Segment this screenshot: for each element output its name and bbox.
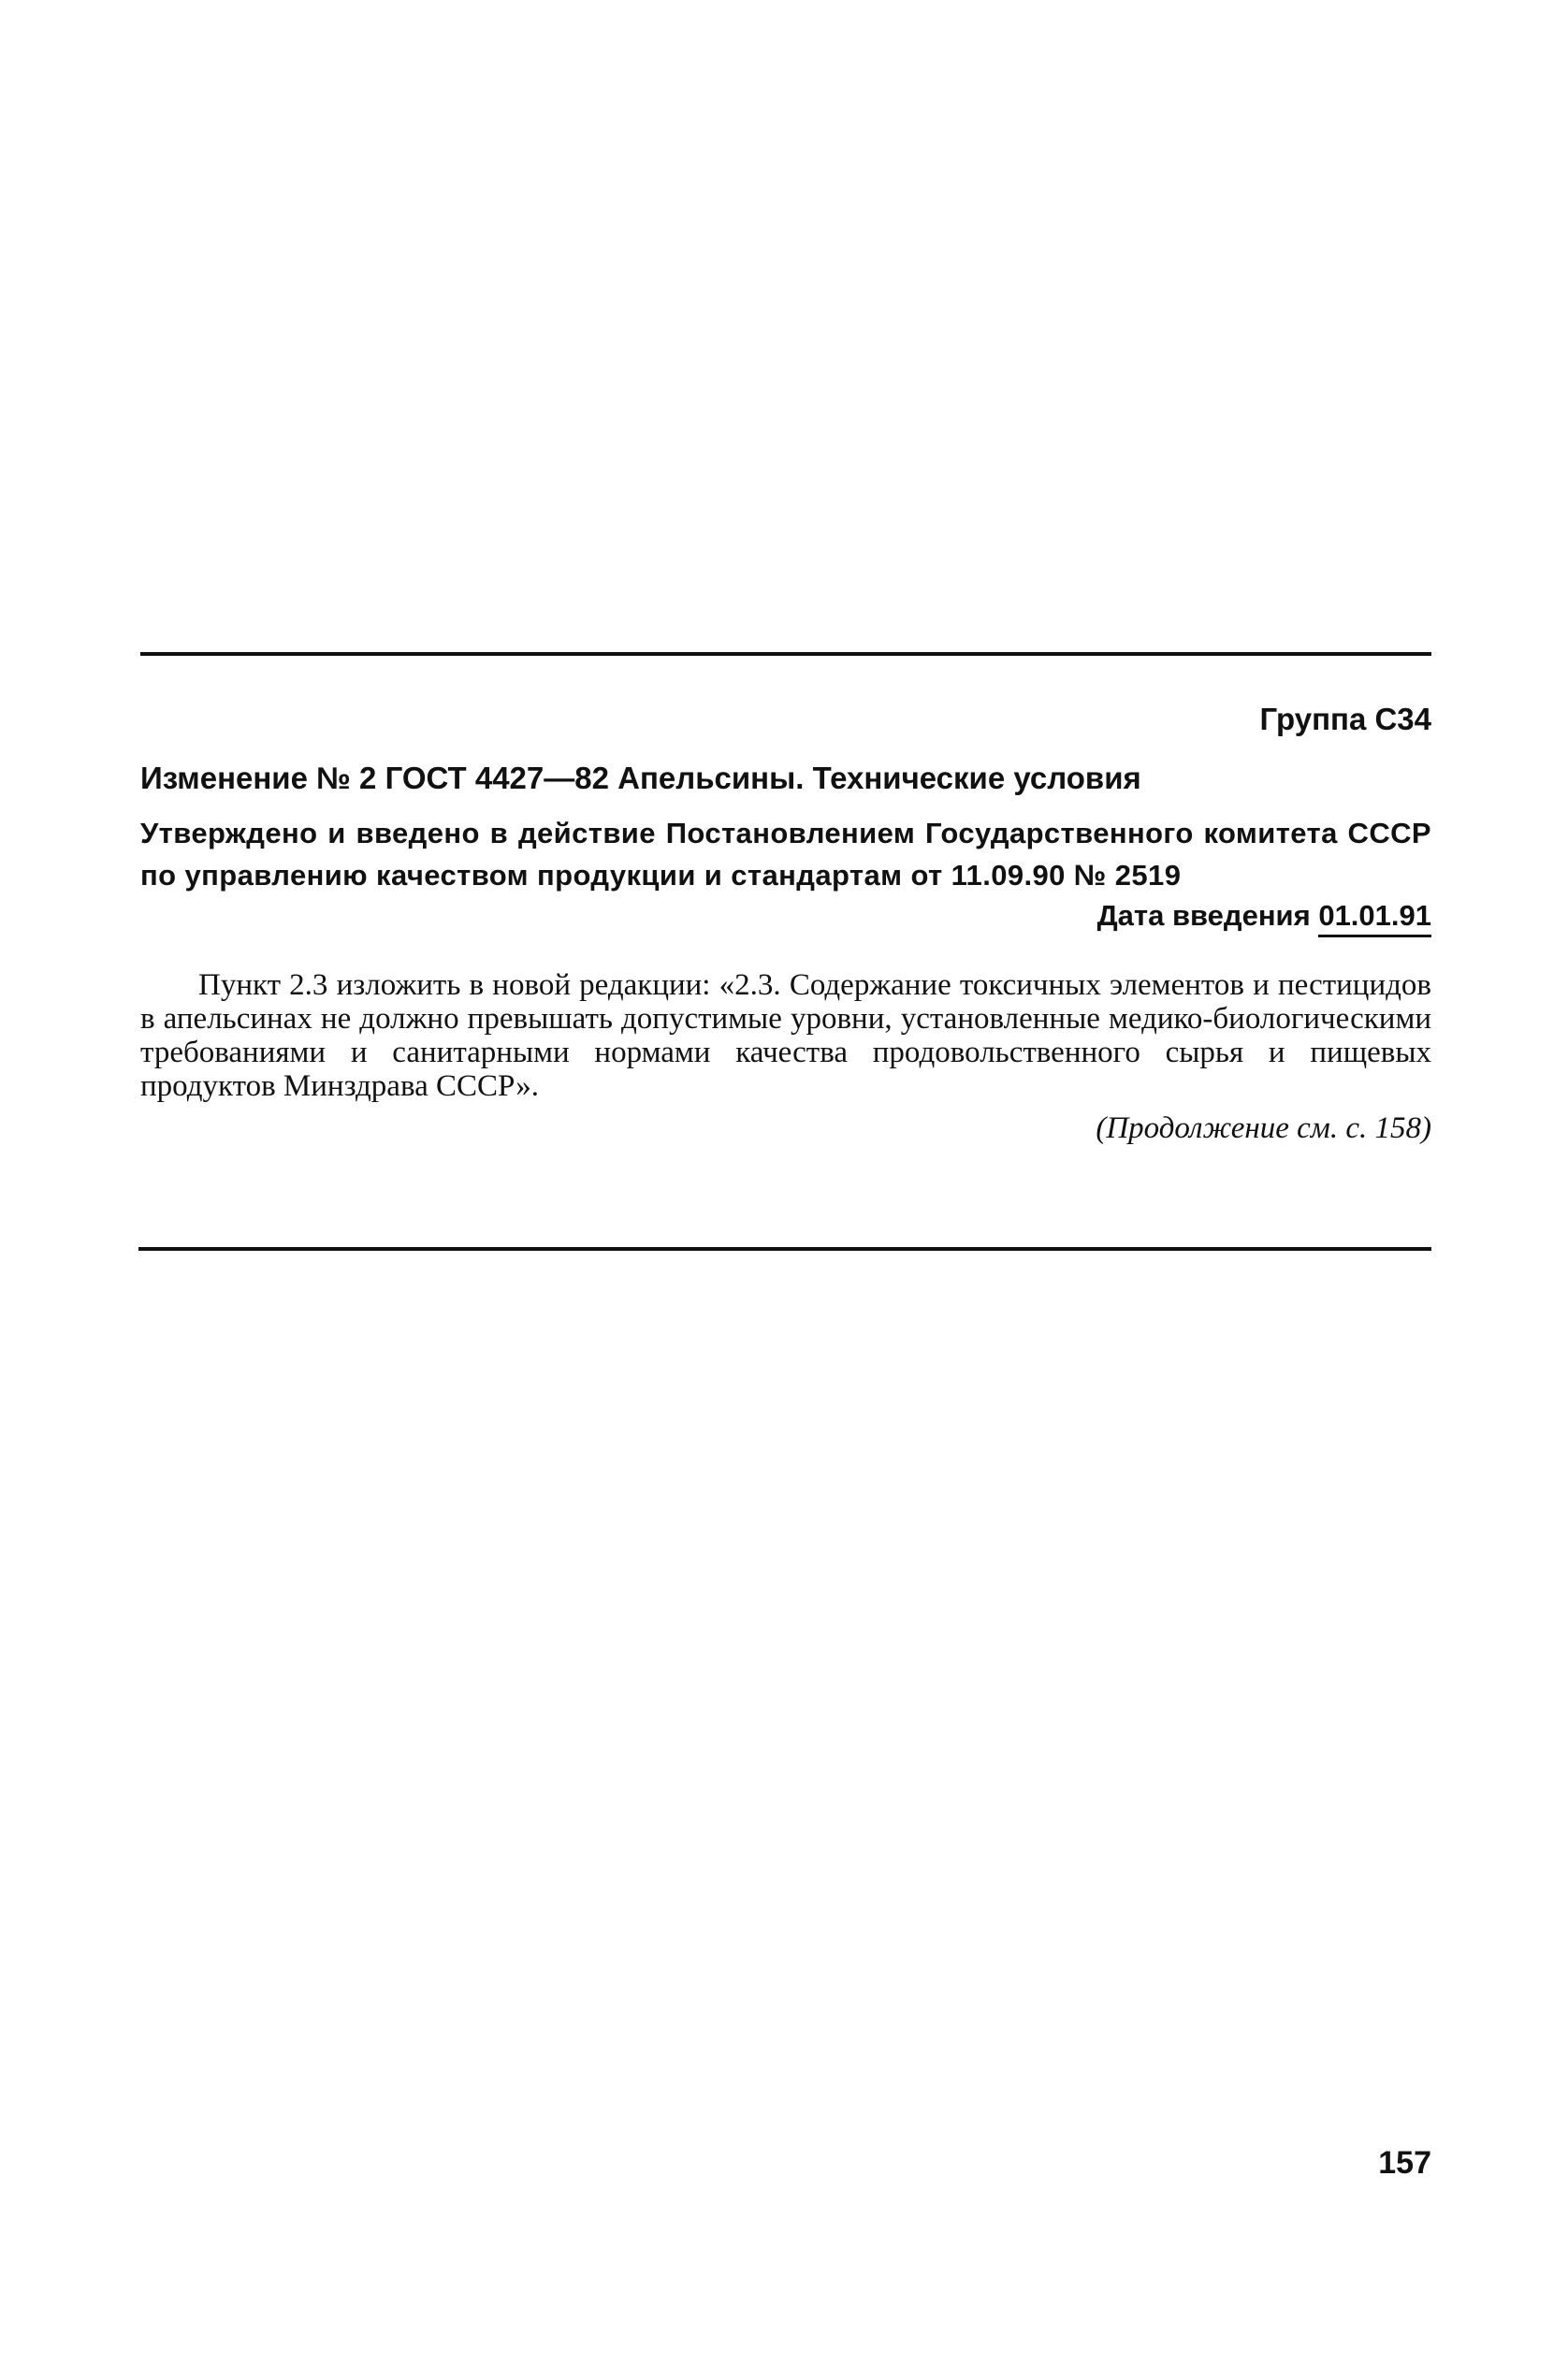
effective-date-label: Дата введения (1096, 899, 1311, 932)
change-title: Изменение № 2 ГОСТ 4427—82 Апельсины. Технические условия (140, 761, 1141, 795)
group-label: Группа С34 (1259, 702, 1431, 736)
top-divider (140, 652, 1431, 656)
page-number: 157 (1378, 2145, 1431, 2181)
continuation-note: (Продолжение см. с. 158) (1096, 1111, 1431, 1145)
effective-date (1097, 899, 1431, 937)
approval-text: Утверждено и введено в действие Постановлением Государственного комитета СССР по управлению качеством продукции и стандартам от 11.09.90 № 2519 (140, 817, 1431, 892)
bottom-divider (138, 1247, 1431, 1251)
effective-date-value: 01.01.91 (1318, 899, 1431, 937)
amendment-paragraph: Пункт 2.3 изложить в новой редакции: «2.3. Содержание токсичных элементов и пестицидов в апельсинах не должно превышать допустимые уровни, установленные медико-биологическими требованиями и санитарными нормами качества продовольственного сырья и пищевых продуктов Минздрава СССР». (140, 968, 1431, 1103)
